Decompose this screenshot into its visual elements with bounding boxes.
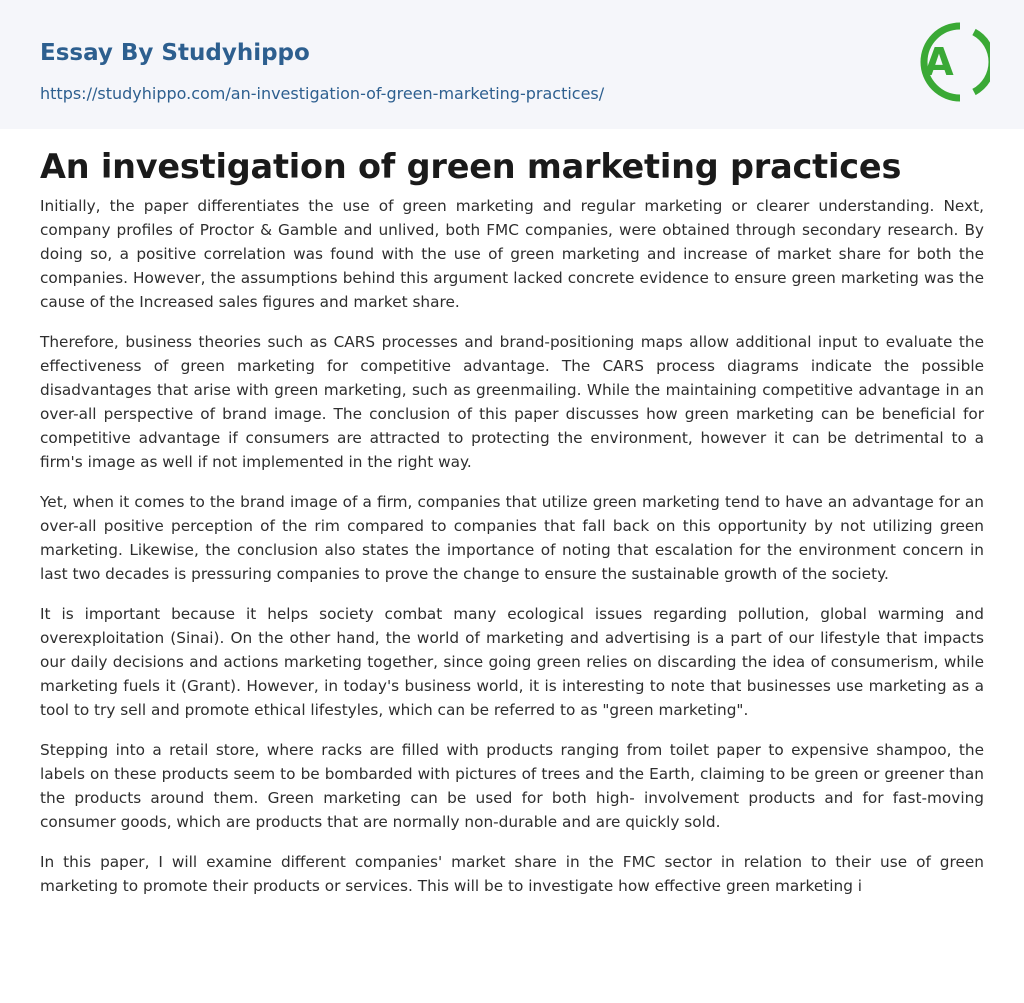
paragraph: Yet, when it comes to the brand image of a firm, companies that utilize green marketing tend to have an advantage for an over-all positive perception of the rim compared to companies that fall back on this opportunity by not utilizing green marketing. Likewise, the conclusion also states the importance of noting that escalation for the environment concern in last two decades is pressuring companies to prove the change to ensure the sustainable growth of the society. <box>40 493 984 583</box>
paragraph: Therefore, business theories such as CARS processes and brand-positioning maps allow additional input to evaluate the effectiveness of green marketing for competitive advantage. The CARS process diagrams indicate the possible disadvantages that arise with green marketing, such as greenmailing. While the maintaining competitive advantage in an over-all perspective of brand image. The conclusion of this paper discusses how green marketing can be beneficial for competitive advantage if consumers are attracted to protecting the environment, however it can be detrimental to a firm's image as well if not implemented in the right way. <box>40 333 984 471</box>
article-body <box>40 194 984 914</box>
paragraph: It is important because it helps society combat many ecological issues regarding pollution, global warming and overexploitation (Sinai). On the other hand, the world of marketing and advertising is a part of our lifestyle that impacts our daily decisions and actions marketing together, since going green relies on discarding the idea of consumerism, while marketing fuels it (Grant). However, in today's business world, it is interesting to note that businesses use marketing as a tool to try sell and promote ethical lifestyles, which can be referred to as "green marketing". <box>40 605 984 719</box>
paragraph: In this paper, I will examine different companies' market share in the FMC sector in relation to their use of green marketing to promote their products or services. This will be to investigate how effective green marketing i <box>40 853 984 895</box>
paragraph: Initially, the paper differentiates the use of green marketing and regular marketing or clearer understanding. Next, company profiles of Proctor & Gamble and unlived, both FMC companies, were obtained through secondary research. By doing so, a positive correlation was found with the use of green marketing and increase of market share for both the companies. However, the assumptions behind this argument lacked concrete evidence to ensure green marketing was the cause of the Increased sales figures and market share. <box>40 197 984 311</box>
article-title: An investigation of green marketing practices <box>40 147 902 186</box>
site-brand[interactable]: Essay By Studyhippo <box>40 40 310 66</box>
studyhippo-logo-icon[interactable] <box>908 16 990 108</box>
logo-letter: A <box>924 40 954 84</box>
paragraph: Stepping into a retail store, where racks are filled with products ranging from toilet paper to expensive shampoo, the labels on these products seem to be bombarded with pictures of trees and the Earth, claiming to be green or greener than the products around them. Green marketing can be used for both high- involvement products and for fast-moving consumer goods, which are products that are normally non-durable and are quickly sold. <box>40 741 984 831</box>
source-url-link[interactable]: https://studyhippo.com/an-investigation-of-green-marketing-practices/ <box>40 84 605 103</box>
